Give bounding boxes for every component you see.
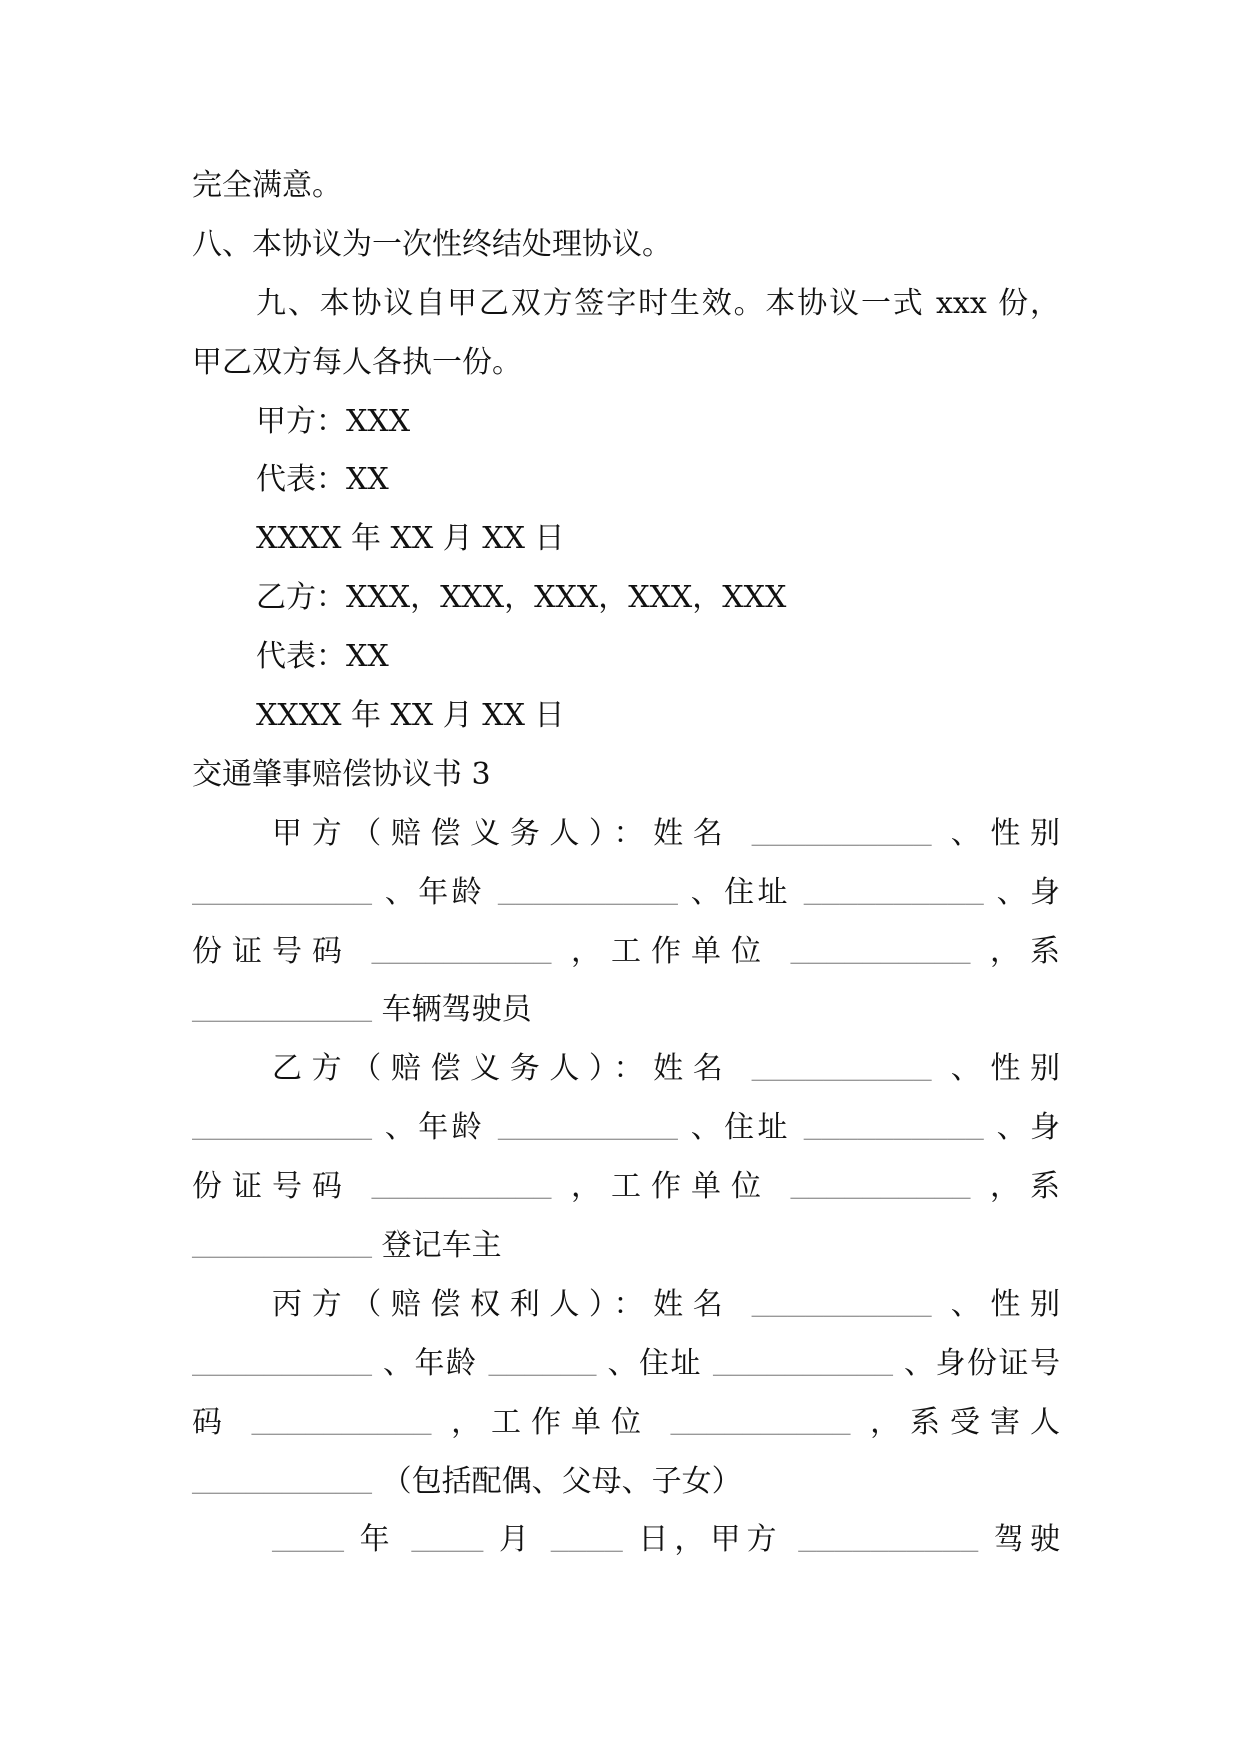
fill-in-blank: __________ xyxy=(192,877,373,912)
fill-in-blank: ____ xyxy=(550,1525,623,1560)
text-line xyxy=(192,1338,1060,1397)
text-line xyxy=(192,572,1060,631)
text-line xyxy=(192,160,1060,219)
text-segment: 丙方（赔偿权利人）：姓名 xyxy=(272,1286,752,1322)
text-segment: 完全满意。 xyxy=(192,168,342,203)
fill-in-blank: __________ xyxy=(371,936,552,971)
text-segment: （包括配偶、父母、子女） xyxy=(381,1463,742,1499)
text-line xyxy=(192,278,1060,337)
fill-in-blank: __________ xyxy=(803,877,984,912)
text-segment: 、身 xyxy=(996,1110,1060,1146)
fill-in-blank: __________ xyxy=(713,1348,894,1383)
text-segment: 甲乙双方每人各执一份。 xyxy=(192,344,522,380)
fill-in-blank: __________ xyxy=(192,1231,373,1266)
text-segment: 、年龄 xyxy=(384,1110,498,1146)
text-line xyxy=(192,867,1060,926)
text-line xyxy=(192,1397,1060,1456)
text-segment: 码 xyxy=(192,1404,252,1440)
text-segment: 、住址 xyxy=(690,874,804,910)
text-segment: 日，甲方 xyxy=(638,1522,799,1558)
text-segment: ，工作单位 xyxy=(571,933,791,969)
text-line xyxy=(192,926,1060,985)
text-segment: ，系 xyxy=(990,1169,1060,1205)
fill-in-blank: __________ xyxy=(251,1407,432,1442)
text-line xyxy=(192,1514,1060,1573)
text-line xyxy=(192,808,1060,867)
text-line xyxy=(192,1279,1060,1338)
fill-in-blank: __________ xyxy=(803,1113,984,1148)
text-segment: 月 xyxy=(498,1522,551,1558)
text-segment: 、年龄 xyxy=(384,874,498,910)
text-segment: ，工作单位 xyxy=(451,1404,671,1440)
text-segment: 年 xyxy=(359,1522,412,1558)
fill-in-blank: __________ xyxy=(497,1113,678,1148)
text-line xyxy=(192,454,1060,513)
text-segment: 驾驶 xyxy=(993,1522,1060,1558)
fill-in-blank: __________ xyxy=(751,818,932,853)
text-segment: 、住址 xyxy=(607,1345,713,1381)
text-segment: 、年龄 xyxy=(383,1345,489,1381)
text-segment: 甲方（赔偿义务人）：姓名 xyxy=(272,815,752,851)
fill-in-blank: __________ xyxy=(192,1348,373,1383)
text-segment: XXXX 年 XX 月 XX 日 xyxy=(256,698,565,734)
text-segment: 乙方（赔偿义务人）：姓名 xyxy=(272,1051,752,1087)
text-line xyxy=(192,1161,1060,1220)
text-line xyxy=(192,219,1060,278)
fill-in-blank: __________ xyxy=(670,1407,851,1442)
fill-in-blank: ____ xyxy=(411,1525,484,1560)
text-segment: 甲方：XXX xyxy=(256,403,411,439)
text-line xyxy=(192,513,1060,572)
fill-in-blank: __________ xyxy=(751,1289,932,1324)
text-segment: 、住址 xyxy=(690,1110,804,1146)
fill-in-blank: __________ xyxy=(790,1172,971,1207)
text-segment: 交通肇事赔偿协议书 3 xyxy=(192,756,491,792)
text-segment: ，工作单位 xyxy=(571,1169,791,1205)
text-segment: 代表：XX xyxy=(256,639,389,675)
text-segment: 、身份证号 xyxy=(904,1345,1060,1381)
text-line xyxy=(192,337,1060,396)
text-line xyxy=(192,749,1060,808)
text-segment: 份证号码 xyxy=(192,933,372,969)
text-segment: 、性别 xyxy=(950,1286,1060,1322)
text-segment: 份证号码 xyxy=(192,1169,372,1205)
text-segment: 车辆驾驶员 xyxy=(381,992,532,1028)
text-line xyxy=(192,690,1060,749)
text-line xyxy=(192,1456,1060,1515)
text-segment: 八、本协议为一次性终结处理协议。 xyxy=(192,226,672,262)
fill-in-blank: __________ xyxy=(192,1466,373,1501)
text-segment: 乙方：XXX，XXX，XXX，XXX，XXX xyxy=(256,580,787,616)
fill-in-blank: __________ xyxy=(192,1113,373,1148)
text-segment: 、身 xyxy=(996,874,1060,910)
fill-in-blank: __________ xyxy=(751,1054,932,1089)
text-segment: 代表：XX xyxy=(256,462,389,498)
fill-in-blank: ____ xyxy=(272,1525,345,1560)
document-body xyxy=(192,160,1060,1573)
fill-in-blank: __________ xyxy=(798,1525,979,1560)
text-segment: ，系受害人 xyxy=(870,1404,1060,1440)
text-segment: 九、本协议自甲乙双方签字时生效。本协议一式 xxx 份， xyxy=(256,285,1060,321)
text-segment: 、性别 xyxy=(950,1051,1060,1087)
text-segment: ，系 xyxy=(990,933,1060,969)
text-line xyxy=(192,1043,1060,1102)
text-segment: 登记车主 xyxy=(381,1228,502,1264)
text-segment: XXXX 年 XX 月 XX 日 xyxy=(256,521,565,557)
fill-in-blank: ______ xyxy=(488,1348,597,1383)
text-line xyxy=(192,396,1060,455)
text-line xyxy=(192,1102,1060,1161)
text-line xyxy=(192,984,1060,1043)
fill-in-blank: __________ xyxy=(497,877,678,912)
fill-in-blank: __________ xyxy=(790,936,971,971)
fill-in-blank: __________ xyxy=(192,995,373,1030)
text-line xyxy=(192,631,1060,690)
text-segment: 、性别 xyxy=(950,815,1060,851)
text-line xyxy=(192,1220,1060,1279)
fill-in-blank: __________ xyxy=(371,1172,552,1207)
